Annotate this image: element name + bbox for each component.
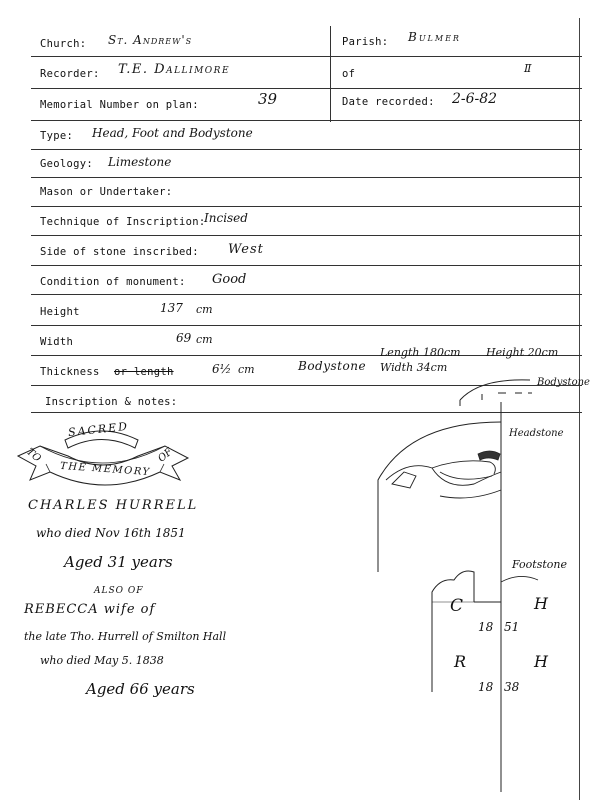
footstone-initial-h-1: H bbox=[534, 594, 548, 613]
inscription-line-7: who died May 5. 1838 bbox=[40, 654, 164, 667]
form-rule bbox=[31, 149, 582, 150]
sketch-bodystone-label: Bodystone bbox=[537, 377, 590, 388]
geology-label: Geology: bbox=[40, 158, 93, 170]
parish-label: Parish: bbox=[342, 36, 389, 48]
type-value: Head, Foot and Bodystone bbox=[92, 126, 253, 140]
bodystone-length: Length 180cm bbox=[380, 346, 461, 359]
mason-label: Mason or Undertaker: bbox=[40, 186, 173, 198]
footstone-initial-h-2: H bbox=[534, 652, 548, 671]
thickness-unit: cm bbox=[238, 363, 255, 376]
inscription-line-1: CHARLES HURRELL bbox=[28, 498, 199, 513]
footstone-year-1-left: 18 bbox=[478, 620, 494, 634]
bodystone-label: Bodystone bbox=[298, 359, 367, 373]
footstone-initial-c: C bbox=[450, 596, 464, 616]
footstone-year-2-left: 18 bbox=[478, 680, 494, 694]
recorder-label: Recorder: bbox=[40, 68, 100, 80]
thickness-label: Thickness bbox=[40, 366, 100, 378]
height-value: 137 bbox=[160, 301, 183, 315]
form-rule bbox=[31, 294, 582, 295]
technique-label: Technique of Inscription: bbox=[40, 216, 206, 228]
sketch-headstone-label: Headstone bbox=[509, 428, 564, 439]
footstone-year-1-right: 51 bbox=[504, 620, 520, 634]
condition-value: Good bbox=[212, 272, 247, 287]
thickness-struck-text: or length bbox=[114, 366, 174, 378]
church-label: Church: bbox=[40, 38, 87, 50]
type-label: Type: bbox=[40, 130, 74, 142]
width-label: Width bbox=[40, 336, 74, 348]
memorial-number-value: 39 bbox=[258, 90, 278, 108]
inscription-arc-of: OF bbox=[156, 446, 175, 465]
form-rule bbox=[31, 206, 582, 207]
memorial-number-label: Memorial Number on plan: bbox=[40, 99, 199, 111]
inscription-notes-label: Inscription & notes: bbox=[45, 396, 178, 408]
footstone-year-2-right: 38 bbox=[504, 680, 520, 694]
form-rule bbox=[31, 56, 582, 57]
inscription-line-3: Aged 31 years bbox=[64, 553, 173, 571]
church-value: St. Andrew's bbox=[108, 33, 193, 47]
inscription-arc-the-memory: THE MEMORY bbox=[59, 460, 151, 479]
recorder-value: T.E. Dallimore bbox=[118, 62, 231, 77]
inscription-line-2: who died Nov 16th 1851 bbox=[36, 526, 186, 540]
form-rule bbox=[31, 88, 582, 89]
form-rule bbox=[31, 235, 582, 236]
inscription-line-8: Aged 66 years bbox=[86, 680, 195, 698]
side-label: Side of stone inscribed: bbox=[40, 246, 199, 258]
date-recorded-value: 2-6-82 bbox=[452, 91, 498, 107]
inscription-arc-to: TO bbox=[24, 446, 43, 465]
technique-value: Incised bbox=[204, 211, 248, 225]
inscription-line-4: ALSO OF bbox=[94, 586, 144, 596]
parish-value: Bulmer bbox=[408, 30, 461, 44]
form-rule bbox=[31, 265, 582, 266]
form-rule bbox=[31, 177, 582, 178]
inscription-arc-sacred: SACRED bbox=[67, 419, 130, 440]
of-value: Ⅱ bbox=[524, 62, 532, 75]
thickness-value: 6½ bbox=[212, 362, 232, 376]
bodystone-width: Width 34cm bbox=[380, 361, 448, 374]
sketch-footstone-label: Footstone bbox=[512, 558, 567, 571]
condition-label: Condition of monument: bbox=[40, 276, 186, 288]
of-label: of bbox=[342, 68, 356, 80]
geology-value: Limestone bbox=[108, 155, 172, 169]
date-recorded-label: Date recorded: bbox=[342, 96, 435, 108]
inscription-line-6: the late Tho. Hurrell of Smilton Hall bbox=[24, 630, 227, 643]
form-rule bbox=[31, 120, 582, 121]
footstone-initial-r: R bbox=[454, 652, 467, 671]
width-value: 69 bbox=[176, 331, 192, 345]
side-value: West bbox=[228, 242, 264, 257]
width-unit: cm bbox=[196, 333, 213, 346]
height-unit: cm bbox=[196, 303, 213, 316]
height-label: Height bbox=[40, 306, 80, 318]
form-column-divider bbox=[330, 26, 331, 122]
bodystone-height: Height 20cm bbox=[486, 346, 559, 359]
inscription-line-5: REBECCA wife of bbox=[24, 602, 156, 617]
form-rule bbox=[31, 325, 582, 326]
